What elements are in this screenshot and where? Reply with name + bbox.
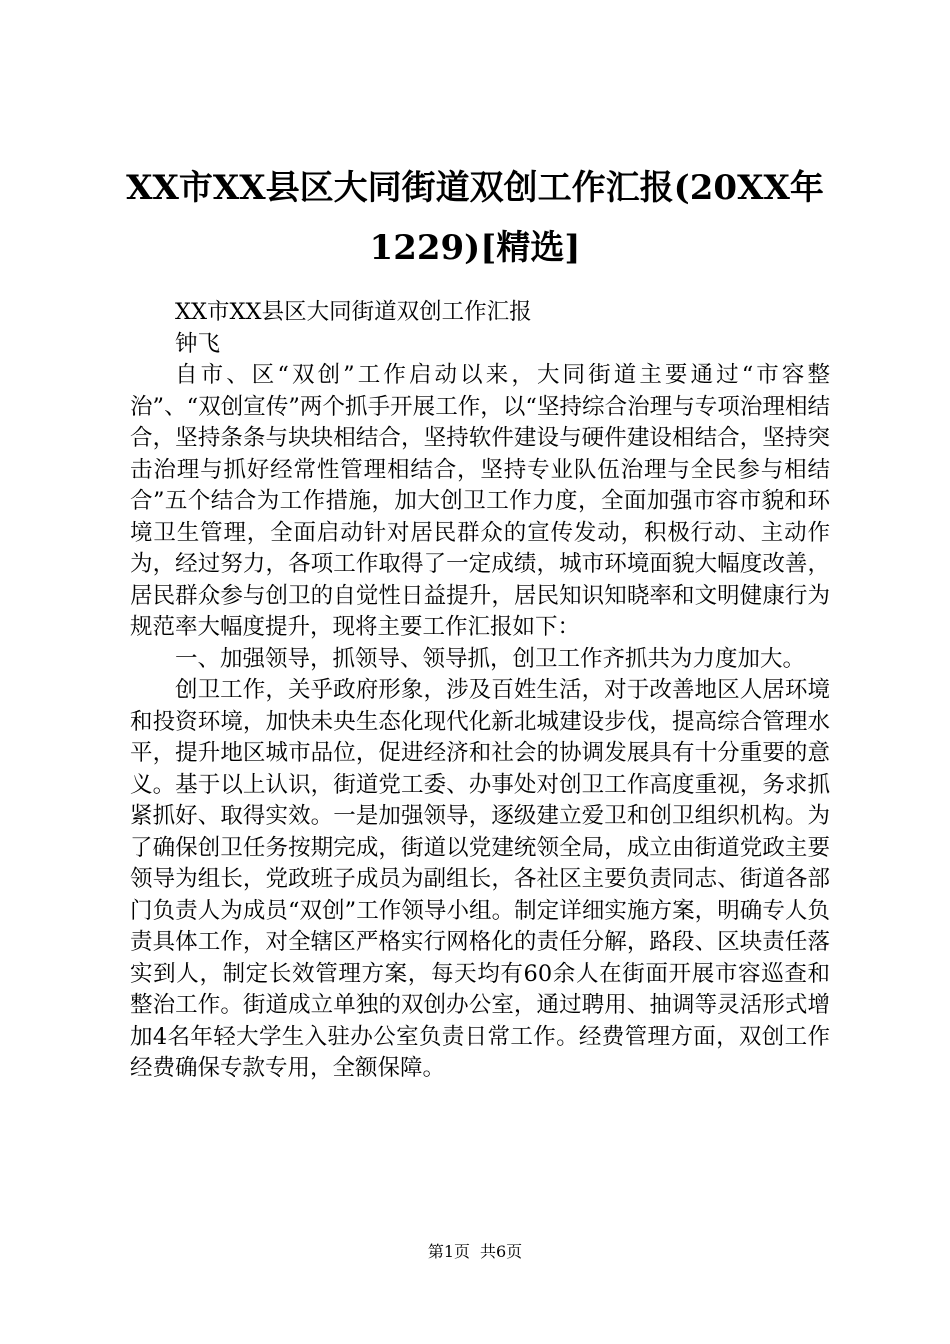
document-body	[130, 297, 830, 1085]
paragraph-section-1: 创卫工作，关乎政府形象，涉及百姓生活，对于改善地区人居环境和投资环境，加快未央生态化现代化新北城建设步伐，提高综合管理水平，提升地区城市品位，促进经济和社会的协调发展具有十分重要的意义。基于以上认识，街道党工委、办事处对创卫工作高度重视，务求抓紧抓好、取得实效。一是加强领导，逐级建立爱卫和创卫组织机构。为了确保创卫任务按期完成，街道以党建统领全局，成立由街道党政主要领导为组长，党政班子成员为副组长，各社区主要负责同志、街道各部门负责人为成员“双创”工作领导小组。制定详细实施方案，明确专人负责具体工作，对全辖区严格实行网格化的责任分解，路段、区块责任落实到人，制定长效管理方案，每天均有60余人在街面开展市容巡查和整治工作。街道成立单独的双创办公室，通过聘用、抽调等灵活形式增加4名年轻大学生入驻办公室负责日常工作。经费管理方面，双创工作经费确保专款专用，全额保障。	[130, 677, 830, 1081]
page-total: 共6页	[480, 1242, 523, 1261]
document-author: 钟飞	[175, 330, 221, 357]
paragraph-intro: 自市、区“双创”工作启动以来，大同街道主要通过“市容整治”、“双创宣传”两个抓手开展工作，以“坚持综合治理与专项治理相结合，坚持条条与块块相结合，坚持软件建设与硬件建设相结合，坚持突击治理与抓好经常性管理相结合，坚持专业队伍治理与全民参与相结合”五个结合为工作措施，加大创卫工作力度，全面加强市容市貌和环境卫生管理，全面启动针对居民群众的宣传发动，积极行动、主动作为，经过努力，各项工作取得了一定成绩，城市环境面貌大幅度改善，居民群众参与创卫的自觉性日益提升，居民知识知晓率和文明健康行为规范率大幅度提升，现将主要工作汇报如下：	[130, 362, 830, 640]
page-number: 第1页	[427, 1242, 470, 1261]
document-title	[100, 158, 850, 278]
title-line-1: XX市XX县区大同街道双创工作汇报(20XX年	[126, 168, 824, 208]
title-line-2: 1229)[精选]	[369, 228, 581, 268]
section-heading-1: 一、加强领导，抓领导、领导抓，创卫工作齐抓共为力度加大。	[175, 645, 806, 672]
page-footer	[0, 1240, 950, 1264]
document-subtitle: XX市XX县区大同街道双创工作汇报	[175, 299, 532, 325]
